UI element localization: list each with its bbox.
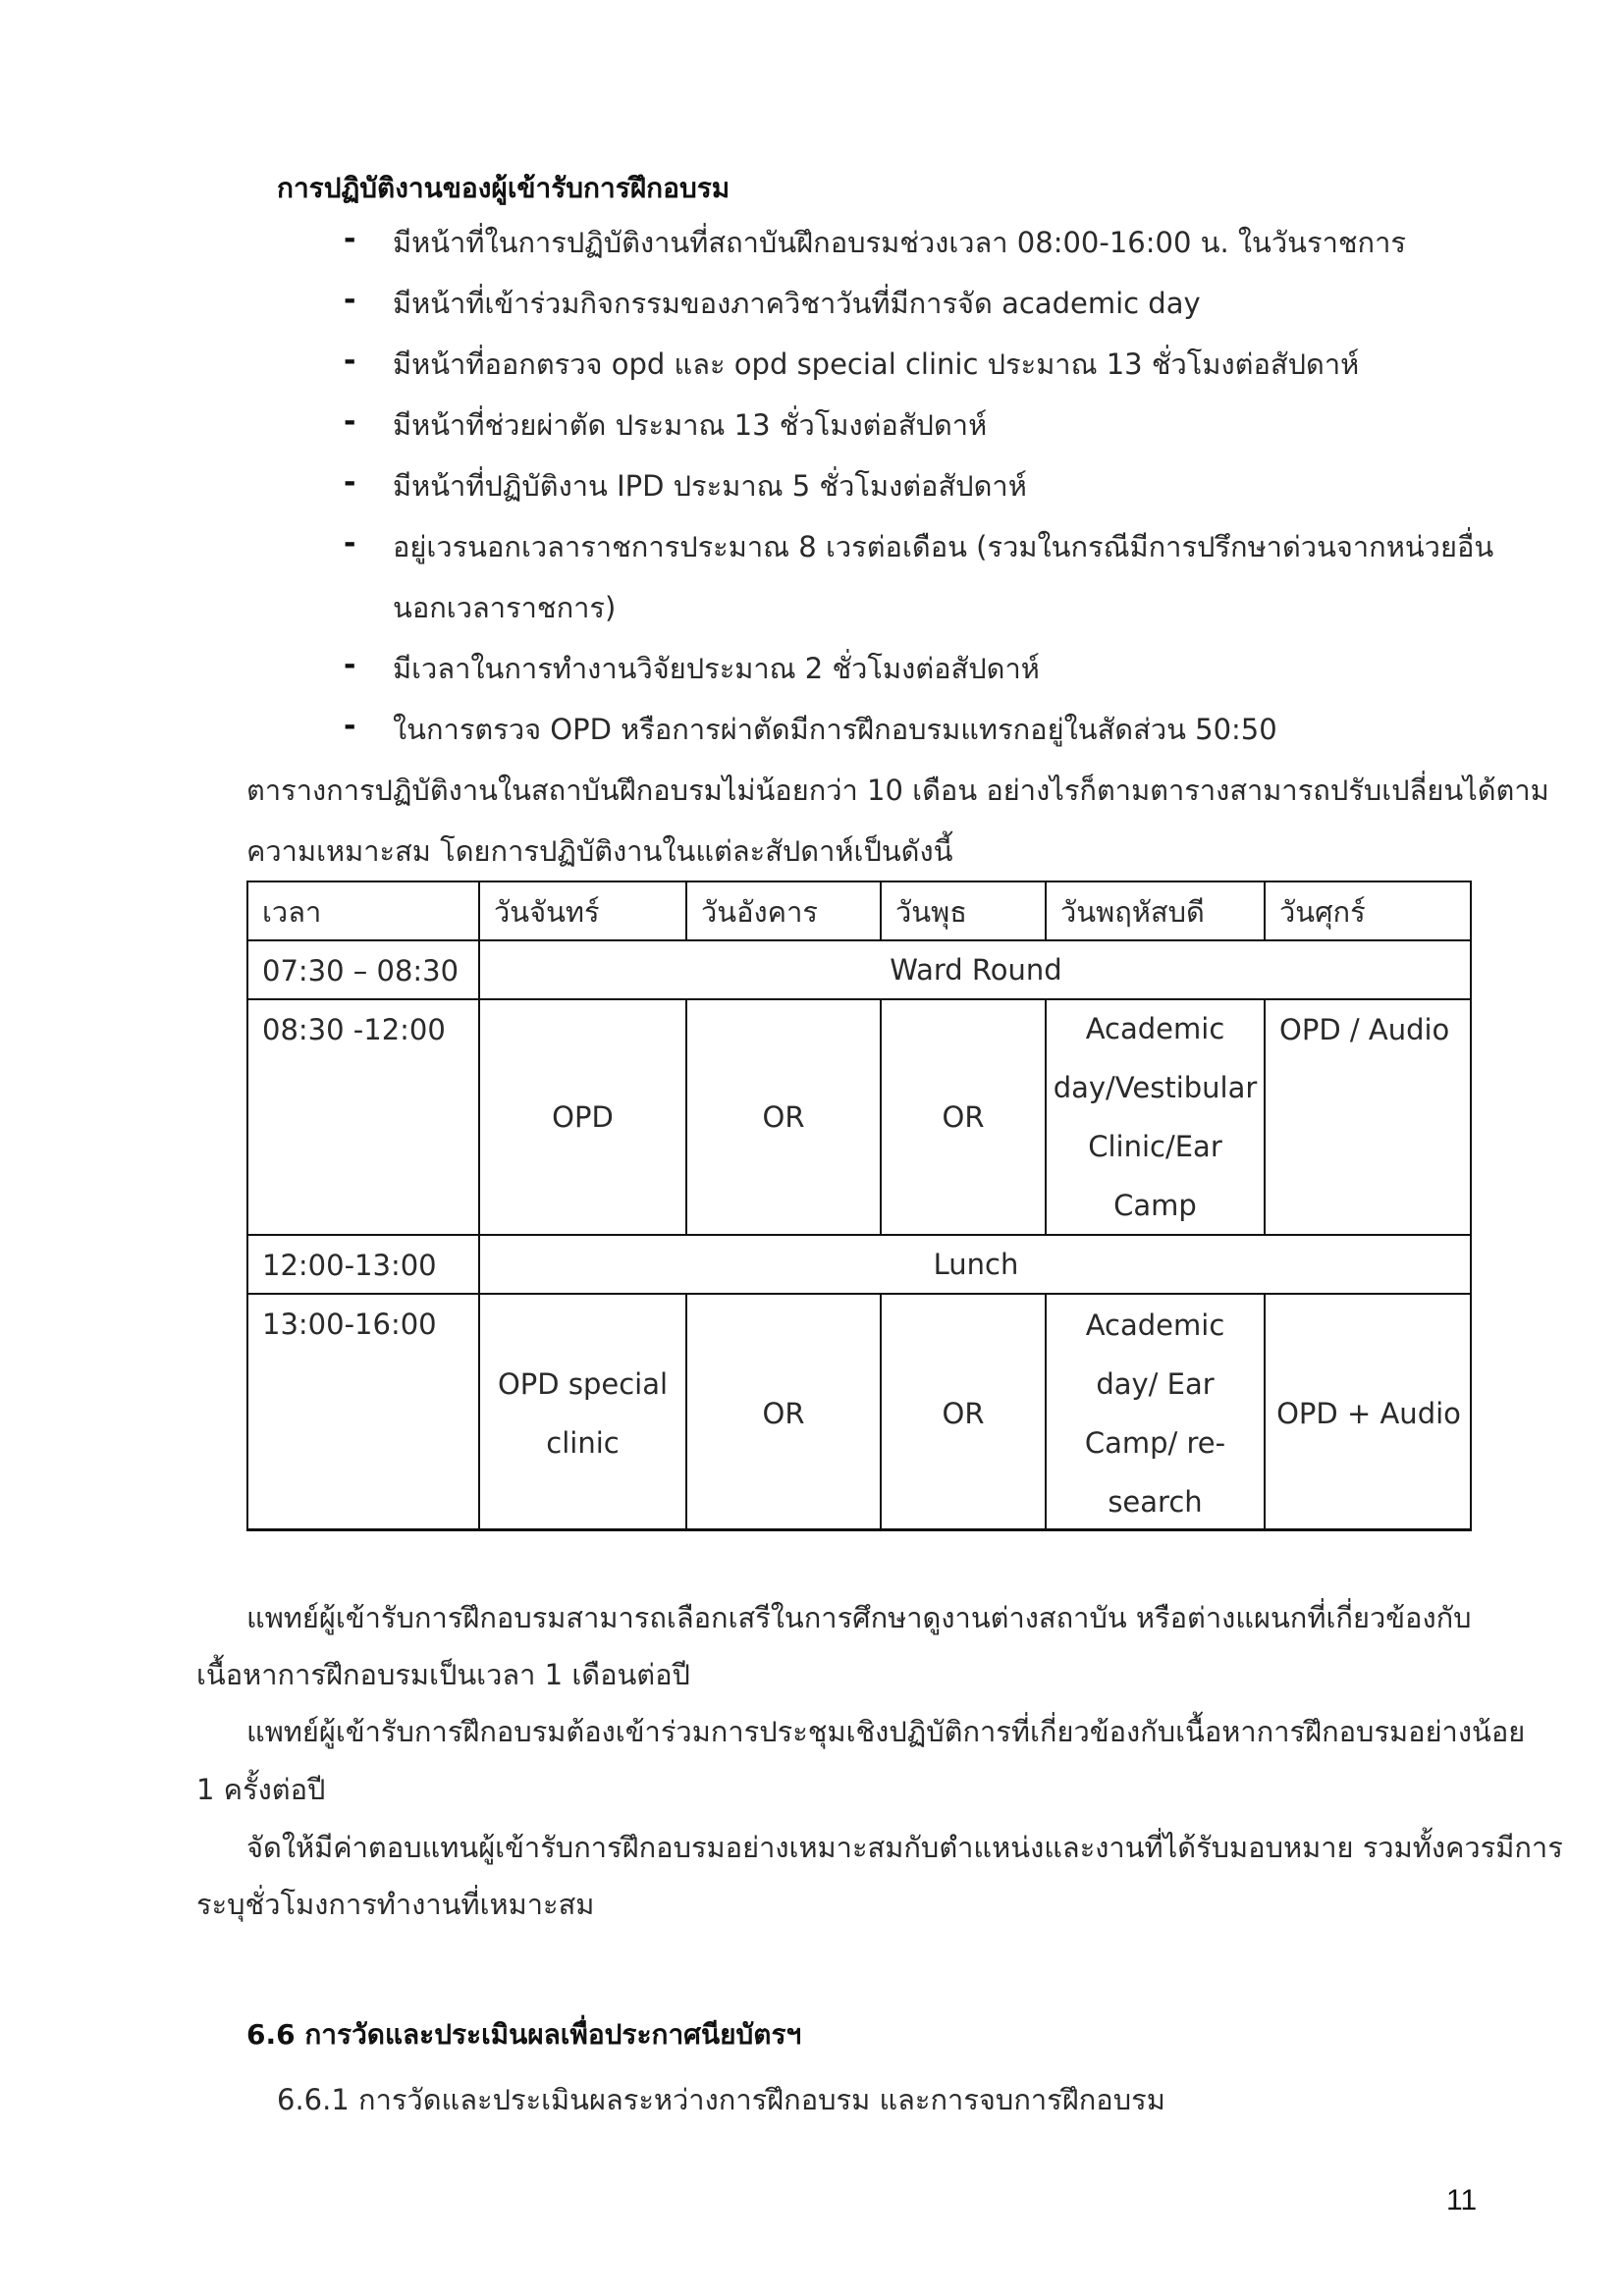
paragraph-line: 1 ครั้งต่อปี	[196, 1773, 326, 1806]
paragraph-line: แพทย์ผู้เข้ารับการฝึกอบรมต้องเข้าร่วมการประชุมเชิงปฏิบัติการที่เกี่ยวข้องกับเนื้อหาการฝึกอบรมอย่างน้อย	[246, 1715, 1526, 1748]
table-cell: OPD	[478, 998, 685, 1234]
bullet-dash: -	[344, 404, 356, 439]
table-cell: OPD / Audio	[1264, 998, 1472, 1234]
table-cell: OR	[880, 1293, 1045, 1531]
paragraph-line: จัดให้มีค่าตอบแทนผู้เข้ารับการฝึกอบรมอย่างเหมาะสมกับตำแหน่งและงานที่ได้รับมอบหมาย รวมทั้งควรมีการ	[246, 1831, 1563, 1864]
schedule-intro-line: ตารางการปฏิบัติงานในสถาบันฝึกอบรมไม่น้อยกว่า 10 เดือน อย่างไรก็ตามตารางสามารถปรับเปลี่ยนได้ตาม	[246, 774, 1549, 807]
table-header-cell: วันจันทร์	[478, 881, 685, 939]
table-time-cell: 08:30 -12:00	[246, 998, 478, 1234]
table-cell: Academic day/Vestibular Clinic/Ear Camp	[1045, 998, 1264, 1234]
table-header-cell: วันพุธ	[880, 881, 1045, 939]
table-border-right	[1470, 881, 1472, 1531]
subsection-6-6-1: 6.6.1 การวัดและประเมินผลระหว่างการฝึกอบรม และการจบการฝึกอบรม	[277, 2083, 1165, 2116]
page-number: 11	[1446, 2184, 1478, 2216]
bullet-item: ในการตรวจ OPD หรือการผ่าตัดมีการฝึกอบรมแทรกอยู่ในสัดส่วน 50:50	[393, 713, 1277, 746]
table-cell: OR	[880, 998, 1045, 1234]
bullet-item: อยู่เวรนอกเวลาราชการประมาณ 8 เวรต่อเดือน (รวมในกรณีมีการปรึกษาด่วนจากหน่วยอื่น	[393, 530, 1494, 563]
section-heading: การปฏิบัติงานของผู้เข้ารับการฝึกอบรม	[277, 172, 730, 204]
paragraph-line: แพทย์ผู้เข้ารับการฝึกอบรมสามารถเลือกเสรีในการศึกษาดูงานต่างสถาบัน หรือต่างแผนกที่เกี่ยวข้องกับ	[246, 1601, 1472, 1634]
table-time-cell: 13:00-16:00	[246, 1293, 478, 1531]
bullet-item: มีเวลาในการทำงานวิจัยประมาณ 2 ชั่วโมงต่อสัปดาห์	[393, 652, 1040, 685]
table-time-cell: 07:30 – 08:30	[246, 939, 478, 998]
bullet-item-continuation: นอกเวลาราชการ)	[393, 591, 617, 624]
schedule-intro-line: ความเหมาะสม โดยการปฏิบัติงานในแต่ละสัปดาห์เป็นดังนี้	[246, 834, 953, 868]
table-header-cell: เวลา	[246, 881, 478, 939]
table-header-cell: วันอังคาร	[685, 881, 880, 939]
table-header-cell: วันพฤหัสบดี	[1045, 881, 1264, 939]
table-cell: OPD + Audio	[1264, 1293, 1472, 1531]
bullet-dash: -	[344, 283, 356, 317]
section-6-6-heading: 6.6 การวัดและประเมินผลเพื่อประกาศนียบัตรฯ	[246, 2018, 802, 2051]
table-cell: OR	[685, 998, 880, 1234]
paragraph-line: ระบุชั่วโมงการทำงานที่เหมาะสม	[196, 1888, 595, 1921]
table-time-cell: 12:00-13:00	[246, 1234, 478, 1293]
bullet-dash: -	[344, 344, 356, 378]
table-span-cell: Lunch	[478, 1234, 1472, 1293]
table-span-cell: Ward Round	[478, 939, 1472, 998]
table-header-cell: วันศุกร์	[1264, 881, 1472, 939]
table-cell: OR	[685, 1293, 880, 1531]
bullet-dash: -	[344, 222, 356, 256]
bullet-item: มีหน้าที่ปฏิบัติงาน IPD ประมาณ 5 ชั่วโมงต่อสัปดาห์	[393, 469, 1027, 503]
bullet-dash: -	[344, 465, 356, 500]
bullet-item: มีหน้าที่ในการปฏิบัติงานที่สถาบันฝึกอบรมช่วงเวลา 08:00-16:00 น. ในวันราชการ	[393, 226, 1406, 259]
bullet-item: มีหน้าที่เข้าร่วมกิจกรรมของภาควิชาวันที่มีการจัด academic day	[393, 287, 1201, 320]
bullet-dash: -	[344, 526, 356, 561]
table-border-bottom	[246, 1528, 1472, 1531]
table-cell: Academic day/ Ear Camp/ re- search	[1045, 1293, 1264, 1531]
bullet-dash: -	[344, 648, 356, 682]
table-cell: OPD special clinic	[478, 1293, 685, 1531]
bullet-item: มีหน้าที่ช่วยผ่าตัด ประมาณ 13 ชั่วโมงต่อสัปดาห์	[393, 408, 988, 442]
bullet-dash: -	[344, 709, 356, 743]
paragraph-line: เนื้อหาการฝึกอบรมเป็นเวลา 1 เดือนต่อปี	[196, 1658, 690, 1691]
schedule-table	[246, 881, 1472, 1531]
bullet-item: มีหน้าที่ออกตรวจ opd และ opd special clinic ประมาณ 13 ชั่วโมงต่อสัปดาห์	[393, 347, 1360, 381]
